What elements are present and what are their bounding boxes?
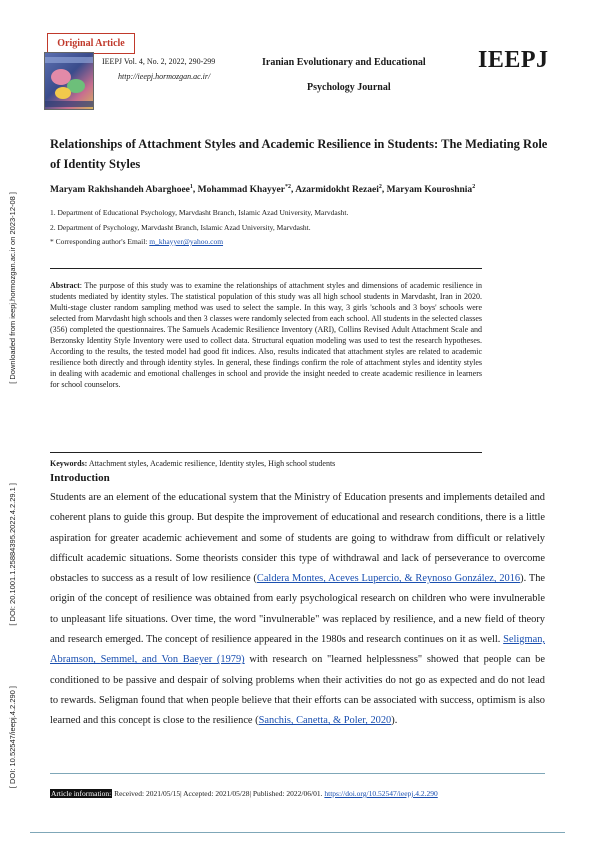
- intro-text: ).: [391, 715, 398, 727]
- keywords-text: Attachment styles, Academic resilience, Identity styles, High school students: [87, 459, 336, 468]
- abstract: [50, 280, 482, 390]
- article-dates: Received: 2021/05/15| Accepted: 2021/05/28| Published: 2022/06/01.: [112, 789, 325, 798]
- keywords-label: Keywords:: [50, 459, 88, 468]
- journal-cover-image: [44, 52, 94, 110]
- author-sep: ,: [192, 185, 198, 196]
- author-sup: 2: [472, 184, 476, 190]
- journal-url[interactable]: http://ieepj.hormozgan.ac.ir/: [118, 72, 211, 81]
- author-name: Azarmidokht Rezaei: [295, 185, 379, 196]
- footer-rule: [50, 773, 545, 774]
- abstract-bottom-rule: [50, 452, 482, 453]
- page-bottom-rule: [30, 832, 565, 833]
- article-information: [50, 789, 438, 798]
- author-name: Maryam Kouroshnia: [386, 185, 473, 196]
- citation-link[interactable]: Caldera Montes, Aceves Lupercio, & Reynoso González, 2016: [256, 573, 521, 585]
- abstract-top-rule: [50, 268, 482, 269]
- journal-name-line2: Psychology Journal: [307, 82, 391, 93]
- citation-link[interactable]: Sanchis, Canetta, & Poler, 2020: [258, 715, 392, 727]
- introduction-heading: Introduction: [50, 472, 110, 484]
- journal-name-line1: Iranian Evolutionary and Educational: [262, 57, 426, 68]
- author-sep: ,: [381, 185, 387, 196]
- corresponding-label: * Corresponding author's Email:: [50, 237, 150, 246]
- author-list: [50, 184, 475, 195]
- author-name: Mohammad Khayyer: [197, 185, 285, 196]
- intro-text: ). The origin of the concept of resilience was obtained from early psychological research on children who were invulnerable to unpleasant life situations. Over time, the word "invulnerable" was replaced by resilience, and a new field of theory and research emerged. The concept of resilience appeared in the 1980s and research continues on it as well.: [50, 573, 546, 646]
- keywords: [50, 459, 482, 468]
- article-info-label: Article information:: [51, 789, 112, 798]
- affiliation-1: 1. Department of Educational Psychology, Marvdasht Branch, Islamic Azad University, Marvdasht.: [50, 208, 349, 217]
- affiliation-2: 2. Department of Psychology, Marvdasht Branch, Islamic Azad University, Marvdasht.: [50, 223, 311, 232]
- corresponding-author: [50, 237, 223, 246]
- side-doi-1: [ DOI: 20.1001.1.25884395.2022.4.2.29.1 ]: [8, 483, 17, 626]
- corresponding-email-link[interactable]: m_khayyer@yahoo.com: [149, 237, 224, 246]
- article-type-badge: Original Article: [47, 33, 135, 54]
- intro-text: with research on "learned helplessness" showed that people can be conditioned to be passive and despair of solving problems when their activities do not go as expected and do not lead to rewards. Seligman found that when people believe that their efforts can be associated with success, optimism is also learned and this concept is close to the resilience (: [50, 654, 545, 727]
- abstract-text: : The purpose of this study was to examine the relationships of attachment styles and dimensions of academic resilience in students mediated by identity styles. The statistical population of this study was all high school students in Marvdasht, Iran in 2020. Multi-stage cluster random sampling method was used to select the sample. In this way, 3 girls 'schools and 3 boys' schools were selected from Marvdasht high schools and then 3 classes were randomly selected from each school. All students in the selected classes (356) completed the questionnaires. The Samuels Academic Resilience Inventory (ARI), Collins Revised Adult Attachment Scale and Berzonsky Identity Style Inventory were used to collect data. Structural equation modeling was used to test the research hypotheses. According to the results, the tested model had good fit indices. Also, results indicated that attachment styles are related to academic resilience both directly and through identity styles. In general, these findings confirm the role of attachment styles and identity styles in dealing with academic and emotional challenges in school and provide the insight needed to create academic resilience in learners for school counselors.: [50, 281, 482, 389]
- author-sup: 1: [189, 184, 193, 190]
- introduction-paragraph: [50, 488, 545, 732]
- article-title: Relationships of Attachment Styles and Academic Resilience in Students: The Mediating Role of Identity Styles: [50, 137, 548, 171]
- author-sup: *2: [284, 184, 291, 190]
- author-name: Maryam Rakhshandeh Abarghoee: [50, 185, 190, 196]
- intro-text: Students are an element of the educational system that the Ministry of Education presents and implements detailed and coherent plans to guide this group. But despite the improvement of educational and research conditions, there is a little aspiration for greater academic achievement and some of students are going to withdraw from difficult or relatively difficult academic situations. Some theorists consider this type of withdrawal and lack of perseverance to overcome obstacles to success as a result of low resilience (: [50, 492, 545, 585]
- author-sep: ,: [290, 185, 296, 196]
- side-download-note: [ Downloaded from ieepj.hormozgan.ac.ir on 2023-12-08 ]: [8, 192, 17, 384]
- journal-volume: IEEPJ Vol. 4, No. 2, 2022, 290-299: [102, 57, 216, 66]
- side-doi-2: [ DOI: 10.52547/ieepj.4.2.290 ]: [8, 686, 17, 789]
- author-sup: 2: [378, 184, 382, 190]
- journal-logo: IEEPJ: [478, 47, 549, 73]
- abstract-label: Abstract: [50, 281, 80, 290]
- citation-link[interactable]: Seligman, Abramson, Semmel, and Von Baeyer (1979): [50, 634, 545, 666]
- doi-link[interactable]: https://doi.org/10.52547/ieepj.4.2.290: [324, 789, 438, 798]
